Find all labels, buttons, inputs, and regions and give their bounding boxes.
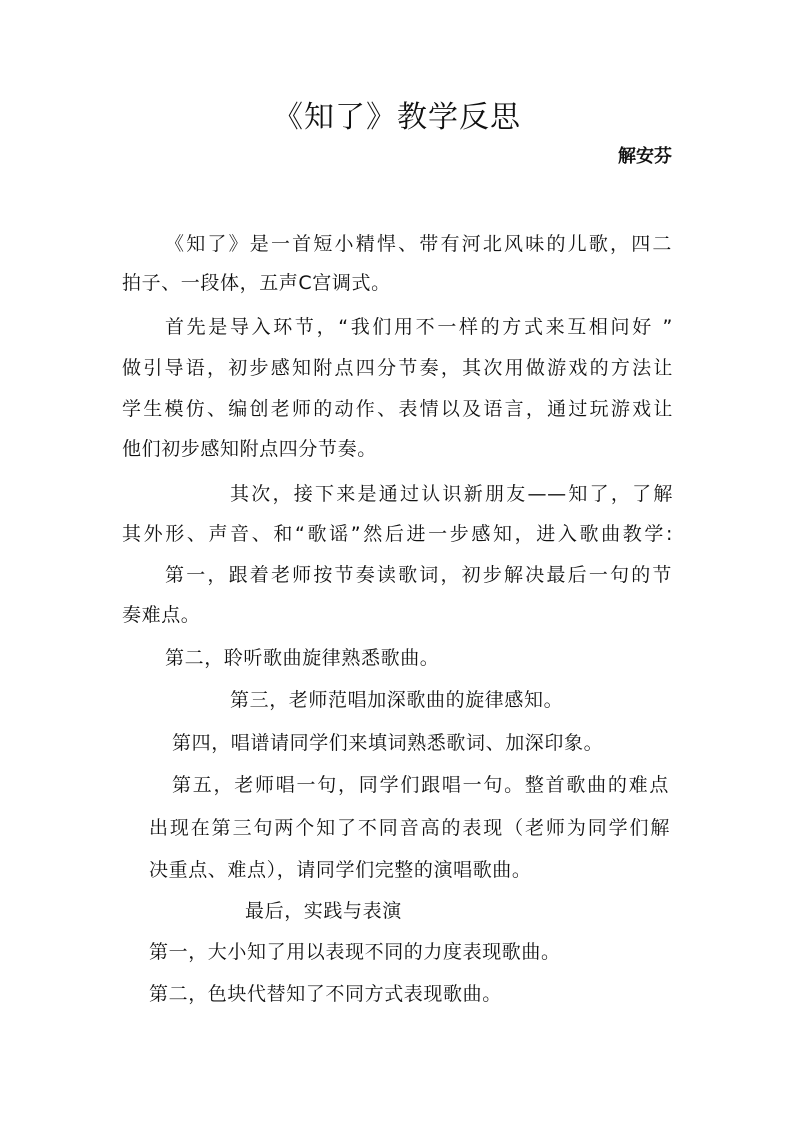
paragraph-line: 奏难点。 xyxy=(122,604,201,626)
document-title: 《知了》教学反思 xyxy=(273,100,521,135)
paragraph-line: 第一，大小知了用以表现不同的力度表现歌曲。 xyxy=(149,941,561,963)
paragraph-line: 出现在第三句两个知了不同音高的表现（老师为同学们解 xyxy=(149,817,670,839)
paragraph-line: 首先是导入环节，“我们用不一样的方式来互相问好 ” xyxy=(165,316,673,338)
paragraph-line: 第四，唱谱请同学们来填词熟悉歌词、加深印象。 xyxy=(172,732,604,754)
paragraph-line: 第五，老师唱一句，同学们跟唱一句。整首歌曲的难点 xyxy=(172,774,669,796)
paragraph-line: 做引导语，初步感知附点四分节奏，其次用做游戏的方法让 xyxy=(122,357,673,379)
paragraph-line: 第二，聆听歌曲旋律熟悉歌曲。 xyxy=(165,647,440,669)
paragraph-line: 他们初步感知附点四分节奏。 xyxy=(122,438,377,460)
paragraph-line: 最后，实践与表演 xyxy=(245,900,402,922)
paragraph-line: 决重点、难点），请同学们完整的演唱歌曲。 xyxy=(149,859,532,881)
paragraph-line: 第二，色块代替知了不同方式表现歌曲。 xyxy=(149,983,502,1005)
paragraph-line: 其外形、声音、和“歌谣”然后进一步感知，进入歌曲教学: xyxy=(122,523,673,545)
paragraph-line: 《知了》是一首短小精悍、带有河北风味的儿歌，四二 xyxy=(165,233,672,255)
author-name: 解安芬 xyxy=(618,146,672,167)
paragraph-line: 第三，老师范唱加深歌曲的旋律感知。 xyxy=(230,689,564,711)
paragraph-line: 第一，跟着老师按节奏读歌词，初步解决最后一句的节 xyxy=(165,564,672,586)
paragraph-line: 学生模仿、编创老师的动作、表情以及语言，通过玩游戏让 xyxy=(122,398,673,420)
paragraph-line: 拍子、一段体，五声C宫调式。 xyxy=(122,272,391,294)
paragraph-line: 其次，接下来是通过认识新朋友——知了，了解 xyxy=(230,483,673,505)
